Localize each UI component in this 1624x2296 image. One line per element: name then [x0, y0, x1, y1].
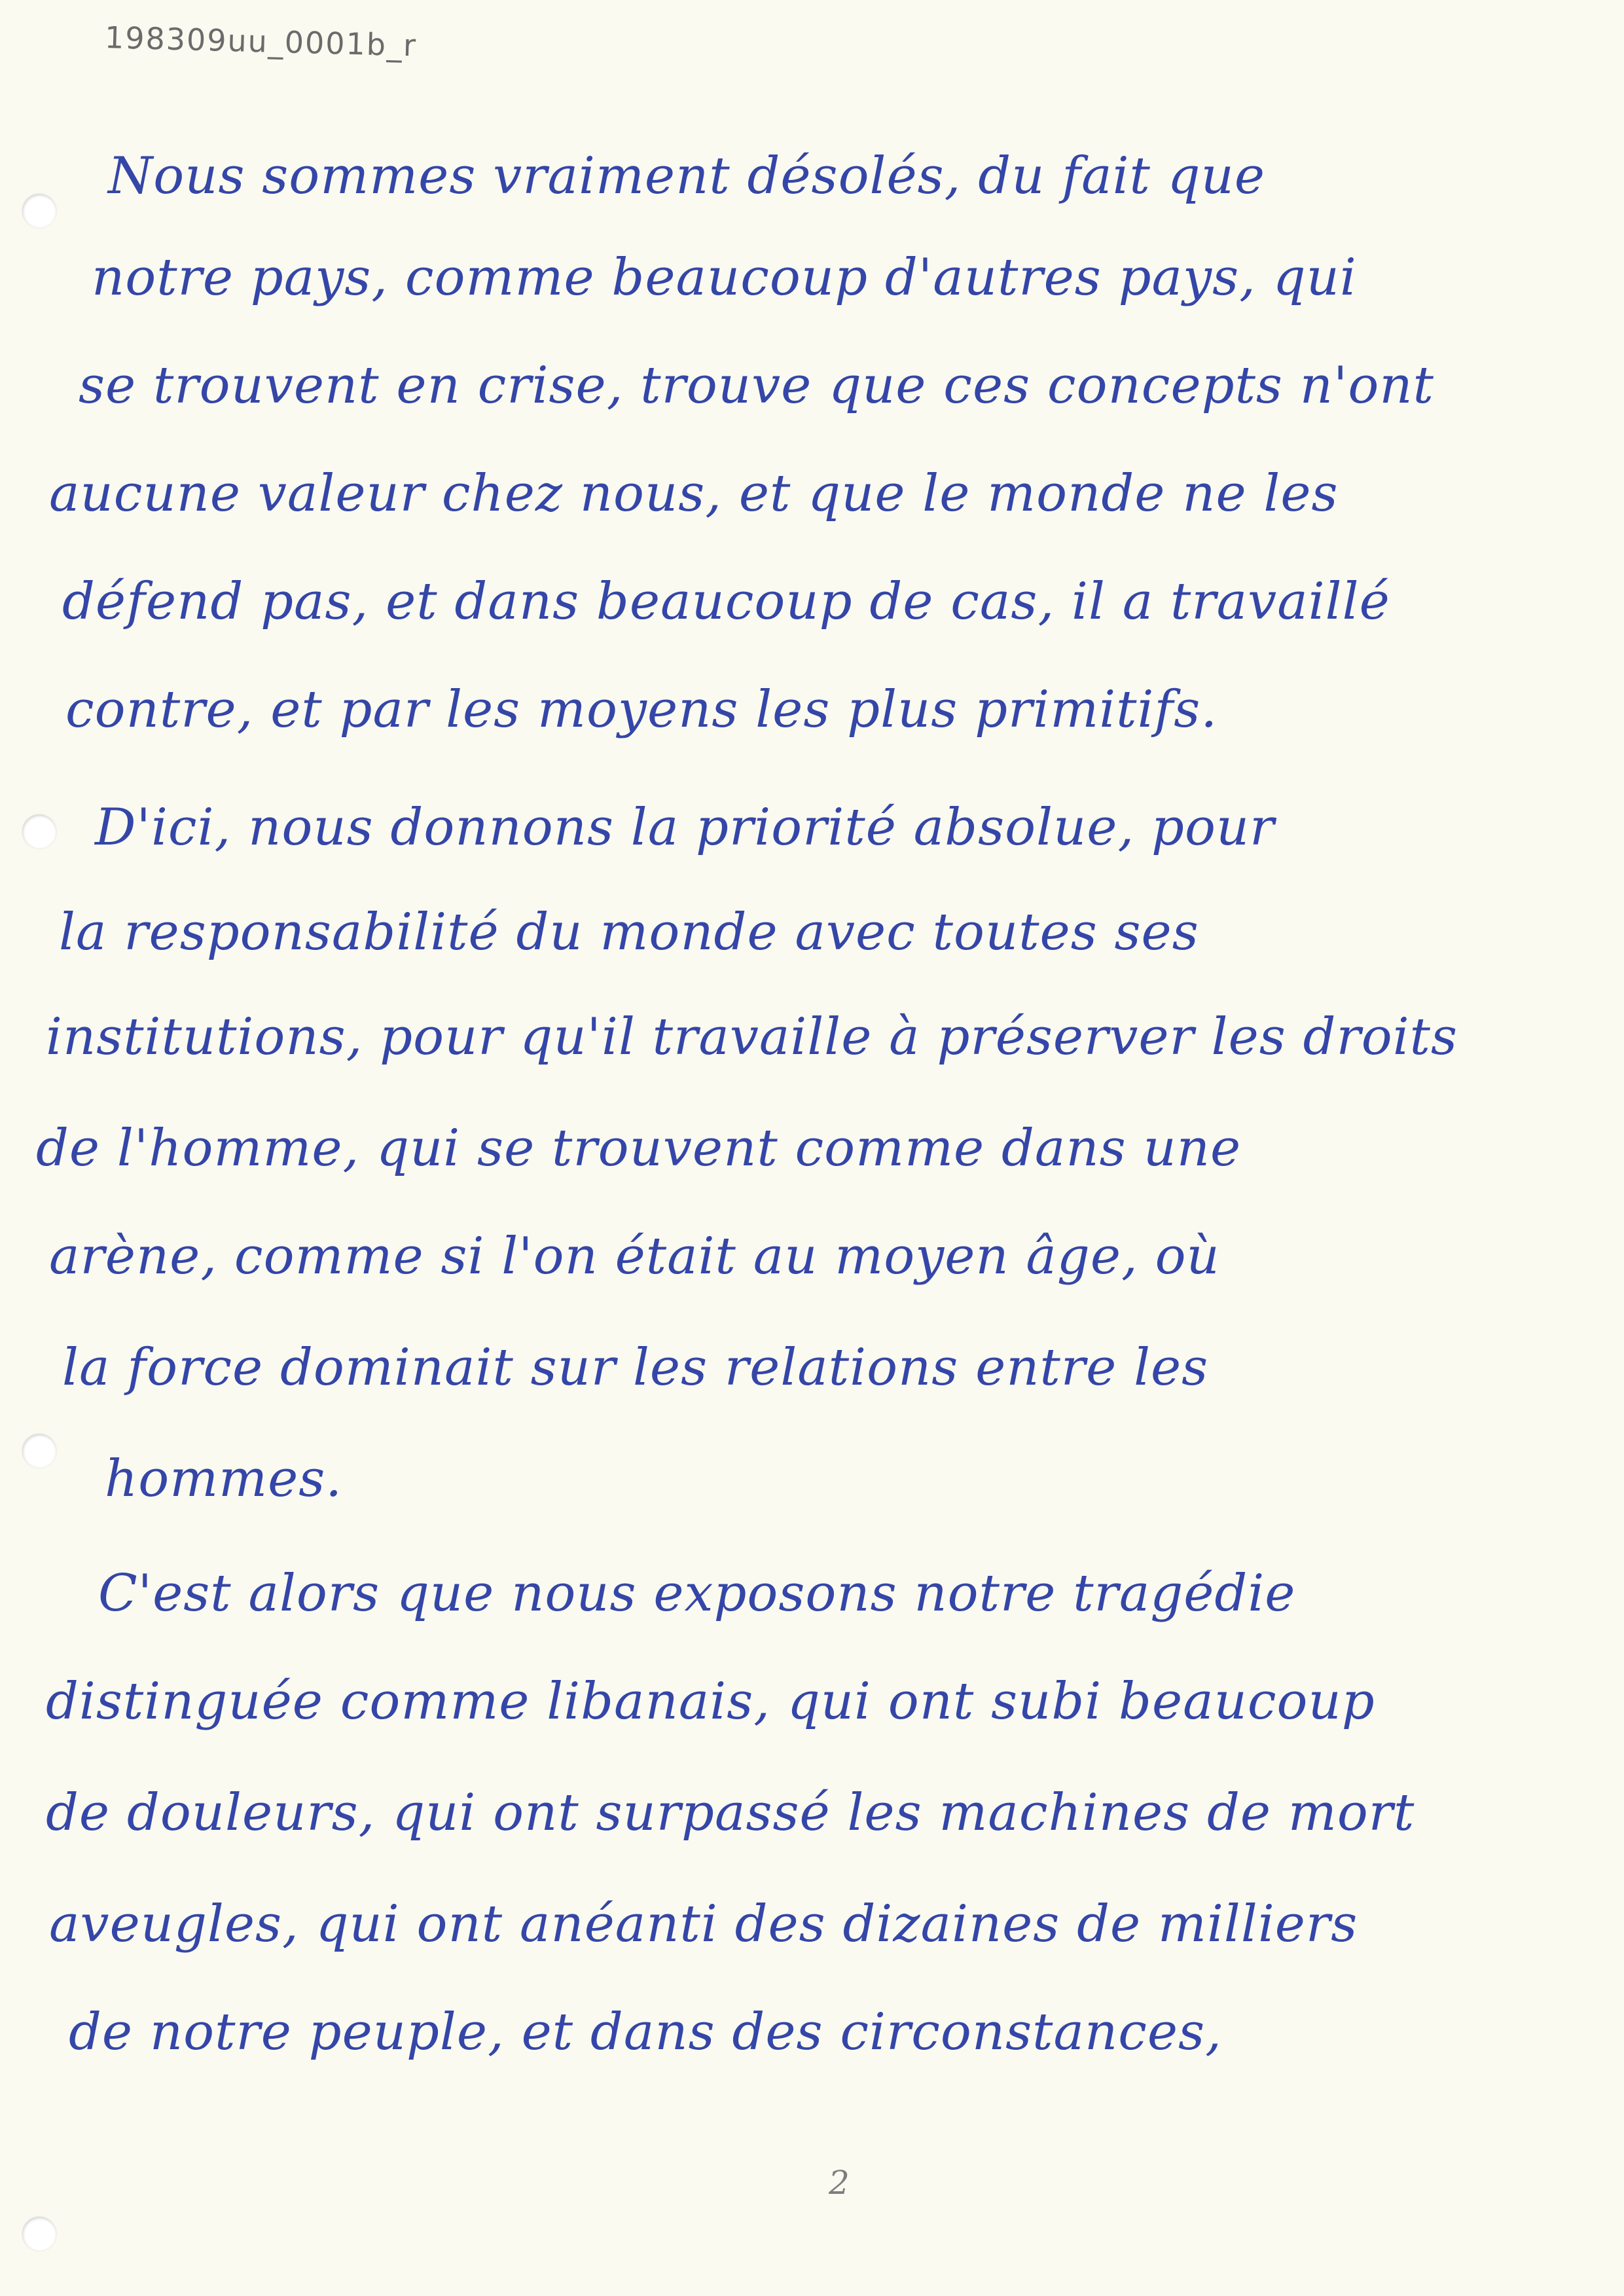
text-line: notre pays, comme beaucoup d'autres pays, qui — [92, 248, 1357, 307]
text-line: distinguée comme libanais, qui ont subi beaucoup — [46, 1672, 1375, 1731]
text-line: de notre peuple, et dans des circonstances, — [69, 2003, 1222, 2062]
text-line: défend pas, et dans beaucoup de cas, il a travaillé — [62, 572, 1390, 631]
text-line: aucune valeur chez nous, et que le monde ne les — [49, 464, 1339, 523]
text-line: la responsabilité du monde avec toutes ses — [59, 903, 1199, 962]
text-line: de l'homme, qui se trouvent comme dans une — [36, 1119, 1242, 1178]
text-line: C'est alors que nous exposons notre tragédie — [98, 1564, 1296, 1623]
page-id-label: 198309uu_0001b_r — [104, 20, 418, 64]
text-line: se trouvent en crise, trouve que ces concepts n'ont — [79, 356, 1434, 415]
text-line: D'ici, nous donnons la priorité absolue, pour — [95, 798, 1275, 857]
text-line: aveugles, qui ont anéanti des dizaines de milliers — [49, 1895, 1358, 1954]
page-number: 2 — [829, 2164, 850, 2202]
text-line: hommes. — [105, 1449, 343, 1508]
text-line: de douleurs, qui ont surpassé les machines de mort — [46, 1783, 1415, 1842]
text-line: Nous sommes vraiment désolés, du fait que — [108, 147, 1266, 206]
text-line: institutions, pour qu'il travaille à préserver les droits — [46, 1008, 1458, 1066]
text-line: contre, et par les moyens les plus primitifs. — [65, 680, 1218, 739]
text-line: la force dominait sur les relations entre les — [62, 1338, 1209, 1397]
text-line: arène, comme si l'on était au moyen âge, où — [49, 1227, 1220, 1286]
